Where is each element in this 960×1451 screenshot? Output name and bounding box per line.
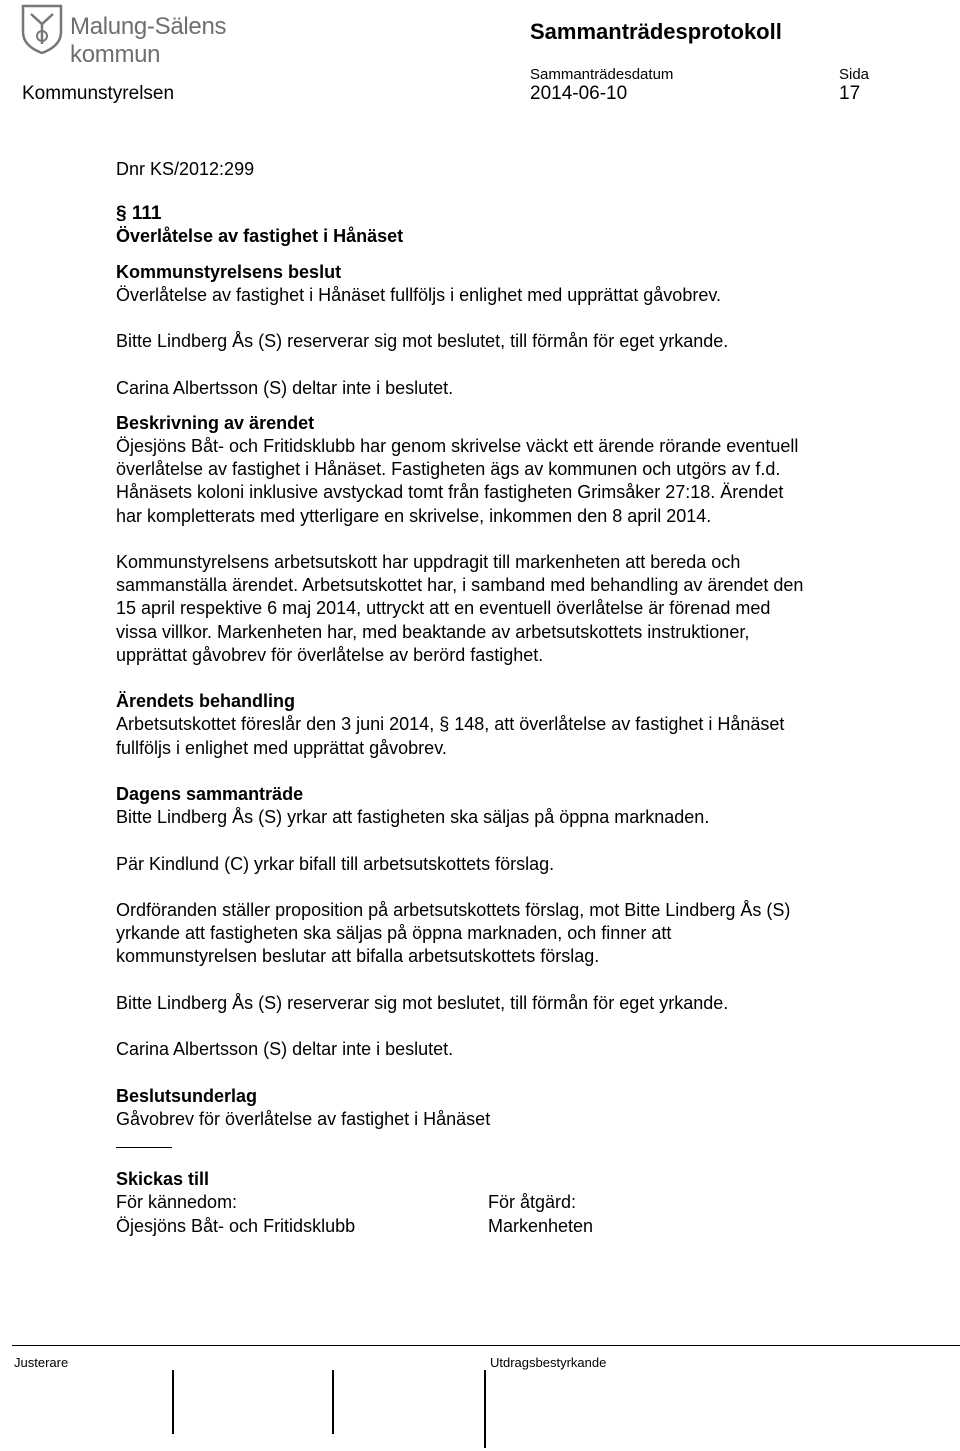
decision-reservation: Bitte Lindberg Ås (S) reserverar sig mot beslutet, till förmån för eget yrkande. [116, 331, 729, 352]
document-type: Sammanträdesprotokoll [530, 19, 782, 44]
action-recipient: Markenheten [488, 1215, 594, 1236]
decision-abstention: Carina Albertsson (S) deltar inte i beslutet. [116, 377, 454, 398]
meeting-line: Ordföranden ställer proposition på arbetsutskottets förslag, mot Bitte Lindberg Ås (S) [116, 899, 791, 920]
extract-certifier-label: Utdragsbestyrkande [490, 1355, 607, 1370]
meeting-date: 2014-06-10 [530, 83, 628, 104]
meeting-heading: Dagens sammanträde [116, 784, 304, 804]
page-label: Sida [839, 66, 870, 83]
date-label: Sammanträdesdatum [530, 66, 674, 83]
handling-heading: Ärendets behandling [116, 691, 296, 712]
meeting-line: kommunstyrelsen beslutar att bifalla arbetsutskottets förslag. [116, 946, 600, 967]
description-line: vissa villkor. Markenheten har, med beaktande av arbetsutskottets instruktioner, [116, 621, 750, 642]
basis-heading: Beslutsunderlag [116, 1085, 258, 1106]
paragraph-number: § 111 [116, 203, 162, 225]
handling-line: Arbetsutskottet föreslår den 3 juni 2014, § 148, att överlåtelse av fastighet i Hånäset [116, 714, 785, 735]
description-line: 15 april respektive 6 maj 2014, uttryckt att en eventuell överlåtelse är förenad med [116, 598, 771, 619]
meeting-line: Pär Kindlund (C) yrkar bifall till arbetsutskottets förslag. [116, 853, 555, 874]
meeting-line: Bitte Lindberg Ås (S) yrkar att fastigheten ska säljas på öppna marknaden. [116, 807, 710, 828]
signature-line [484, 1370, 486, 1448]
page-number: 17 [839, 83, 861, 104]
handling-line: fullföljs i enlighet med upprättat gåvobrev. [116, 737, 447, 758]
signature-line [332, 1370, 334, 1434]
basis-item: Gåvobrev för överlåtelse av fastighet i Hånäset [116, 1108, 491, 1129]
description-line: Öjesjöns Båt- och Fritidsklubb har genom skrivelse väckt ett ärende rörande eventuell [116, 436, 799, 456]
organ-name: Kommunstyrelsen [22, 83, 175, 104]
send-to-heading: Skickas till [116, 1169, 210, 1190]
separator-dash [116, 1131, 906, 1154]
description-line: Hånäsets koloni inklusive avstyckad tomt från fastigheten Grimsåker 27:18. Ärendet [116, 482, 784, 503]
info-label: För kännedom: [116, 1192, 238, 1213]
decision-text: Överlåtelse av fastighet i Hånäset fullföljs i enlighet med upprättat gåvobrev. [116, 284, 721, 305]
description-line: Kommunstyrelsens arbetsutskott har uppdragit till markenheten att bereda och [116, 552, 741, 572]
description-line: upprättat gåvobrev för överlåtelse av berörd fastighet. [116, 644, 544, 665]
case-title: Överlåtelse av fastighet i Hånäset [116, 226, 404, 247]
coat-of-arms-icon [20, 4, 64, 54]
info-recipient: Öjesjöns Båt- och Fritidsklubb [116, 1215, 356, 1236]
action-label: För åtgärd: [488, 1192, 577, 1213]
meeting-line: Carina Albertsson (S) deltar inte i beslutet. [116, 1039, 454, 1060]
case-number: Dnr KS/2012:299 [116, 159, 255, 179]
decision-heading: Kommunstyrelsens beslut [116, 261, 342, 282]
meeting-line: yrkande att fastigheten ska säljas på öppna marknaden, och finner att [116, 923, 672, 944]
municipality-logo [20, 4, 320, 68]
logo-text: Malung-Sälens kommun [70, 13, 227, 68]
signature-line [172, 1370, 174, 1434]
send-to-table [116, 1191, 906, 1237]
meeting-line: Bitte Lindberg Ås (S) reserverar sig mot beslutet, till förmån för eget yrkande. [116, 992, 729, 1013]
description-line: sammanställa ärendet. Arbetsutskottet har, i samband med behandling av ärendet den [116, 575, 804, 596]
description-heading: Beskrivning av ärendet [116, 412, 315, 433]
footer-divider [12, 1345, 960, 1346]
description-line: har kompletterats med ytterligare en skrivelse, inkommen den 8 april 2014. [116, 505, 712, 526]
adjuster-label: Justerare [14, 1355, 69, 1370]
description-line: överlåtelse av fastighet i Hånäset. Fastigheten ägs av kommunen och utgörs av f.d. [116, 459, 781, 480]
protocol-body [116, 158, 906, 1238]
